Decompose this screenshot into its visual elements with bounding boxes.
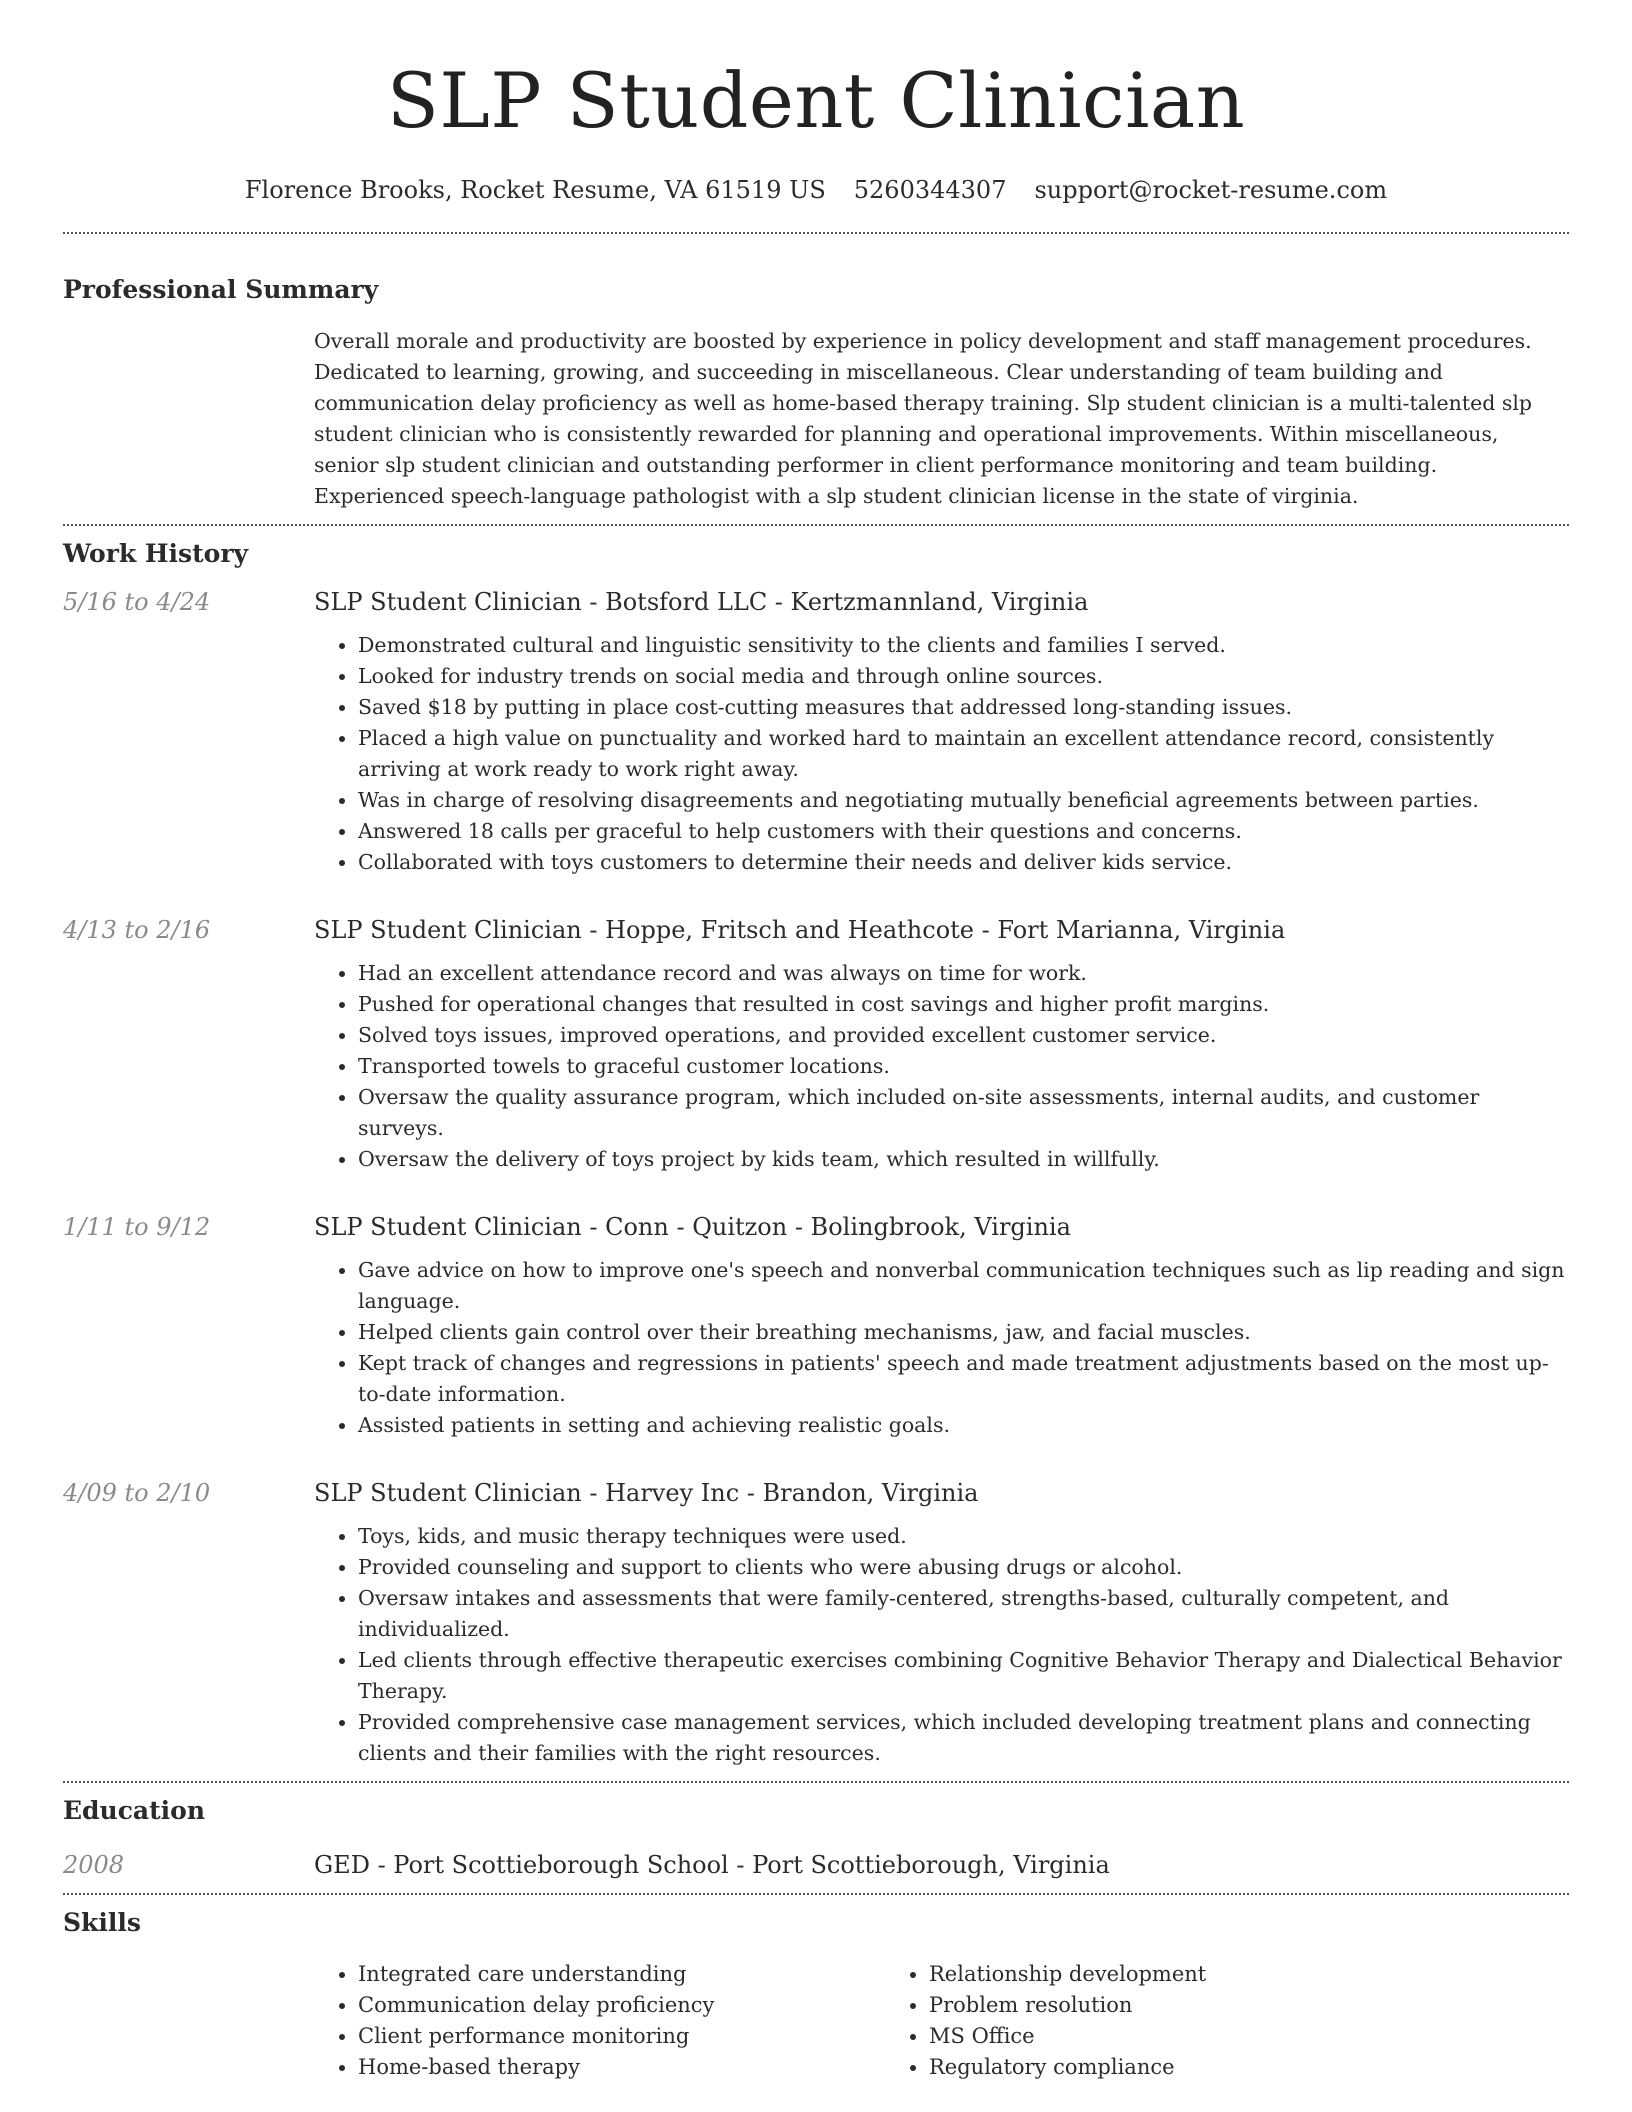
skill-item: • Relationship development [929, 1959, 1456, 1990]
contact-email: support@rocket-resume.com [1034, 176, 1388, 204]
job-bullets [314, 1255, 1569, 1441]
job-entry [63, 586, 1569, 878]
bullet-item: • Saved $18 by putting in place cost-cutting measures that addressed long-standing issues. [358, 692, 1569, 723]
section-divider [63, 524, 1569, 526]
section-divider [63, 1781, 1569, 1783]
summary-text: Overall morale and productivity are boosted by experience in policy development and staff management procedures. Dedicated to learning, growing, and succeeding in miscellaneous. Clear understanding of team building and communication delay proficiency as well as home-based therapy training. Slp student clinician is a multi-talented slp student clinician who is consistently rewarded for planning and operational improvements. Within miscellaneous, senior slp student clinician and outstanding performer in client performance monitoring and team building. Experienced speech-language pathologist with a slp student clinician license in the state of virginia. [314, 329, 1533, 508]
resume-title: SLP Student Clinician [386, 56, 1246, 145]
job-entry [63, 914, 1569, 1175]
bullet-item: • Oversaw intakes and assessments that were family-centered, strengths-based, culturally competent, and individualized. [358, 1583, 1569, 1645]
bullet-item: • Had an excellent attendance record and was always on time for work. [358, 958, 1569, 989]
job-bullets [314, 958, 1569, 1175]
job-date: 5/16 to 4/24 [63, 588, 211, 616]
job-date: 4/13 to 2/16 [63, 916, 211, 944]
job-entry [63, 1477, 1569, 1781]
job-bullets [314, 630, 1569, 878]
skill-item: • Communication delay proficiency [358, 1990, 885, 2021]
bullet-item: • Oversaw the delivery of toys project by kids team, which resulted in willfully. [358, 1144, 1569, 1175]
skills-heading: Skills [63, 1908, 141, 1937]
bullet-item: • Answered 18 calls per graceful to help customers with their questions and concerns. [358, 816, 1569, 847]
bullet-item: • Pushed for operational changes that resulted in cost savings and higher profit margins. [358, 989, 1569, 1020]
bullet-item: • Helped clients gain control over their breathing mechanisms, jaw, and facial muscles. [358, 1317, 1569, 1348]
bullet-item: • Toys, kids, and music therapy techniques were used. [358, 1521, 1569, 1552]
bullet-item: • Assisted patients in setting and achieving realistic goals. [358, 1410, 1569, 1441]
education-entry [63, 1849, 1569, 1893]
section-divider [63, 1893, 1569, 1895]
job-date: 4/09 to 2/10 [63, 1479, 211, 1507]
contact-phone: 5260344307 [853, 176, 1007, 204]
skill-item: • Home-based therapy [358, 2052, 885, 2083]
bullet-item: • Solved toys issues, improved operations, and provided excellent customer service. [358, 1020, 1569, 1051]
job-heading: SLP Student Clinician - Conn - Quitzon - Bolingbrook, Virginia [314, 1213, 1071, 1241]
section-divider [63, 232, 1569, 234]
bullet-item: • Provided counseling and support to clients who were abusing drugs or alcohol. [358, 1552, 1569, 1583]
bullet-item: • Demonstrated cultural and linguistic sensitivity to the clients and families I served. [358, 630, 1569, 661]
education-date: 2008 [63, 1851, 125, 1879]
bullet-item: • Transported towels to graceful customer locations. [358, 1051, 1569, 1082]
job-date: 1/11 to 9/12 [63, 1213, 211, 1241]
skill-item: • MS Office [929, 2021, 1456, 2052]
bullet-item: • Placed a high value on punctuality and worked hard to maintain an excellent attendance record, consistently arriving at work ready to work right away. [358, 723, 1569, 785]
skills-list-right [885, 1959, 1456, 2083]
bullet-item: • Led clients through effective therapeutic exercises combining Cognitive Behavior Therapy and Dialectical Behavior Therapy. [358, 1645, 1569, 1707]
job-bullets [314, 1521, 1569, 1781]
contact-line [63, 174, 1569, 206]
bullet-item: • Provided comprehensive case management services, which included developing treatment plans and connecting clients and their families with the right resources. [358, 1707, 1569, 1769]
job-heading: SLP Student Clinician - Harvey Inc - Brandon, Virginia [314, 1479, 979, 1507]
job-heading: SLP Student Clinician - Botsford LLC - Kertzmannland, Virginia [314, 588, 1089, 616]
skill-item: • Client performance monitoring [358, 2021, 885, 2052]
job-entry [63, 1211, 1569, 1441]
bullet-item: • Looked for industry trends on social media and through online sources. [358, 661, 1569, 692]
skill-item: • Regulatory compliance [929, 2052, 1456, 2083]
skill-item: • Integrated care understanding [358, 1959, 885, 1990]
contact-address: Florence Brooks, Rocket Resume, VA 61519 US [244, 176, 826, 204]
work-history-heading: Work History [63, 539, 249, 568]
skills-list-left [314, 1959, 885, 2083]
bullet-item: • Collaborated with toys customers to determine their needs and deliver kids service. [358, 847, 1569, 878]
bullet-item: • Was in charge of resolving disagreements and negotiating mutually beneficial agreements between parties. [358, 785, 1569, 816]
education-heading-line: GED - Port Scottieborough School - Port Scottieborough, Virginia [314, 1851, 1110, 1879]
skill-item: • Problem resolution [929, 1990, 1456, 2021]
education-heading: Education [63, 1796, 206, 1825]
bullet-item: • Kept track of changes and regressions in patients' speech and made treatment adjustments based on the most up-to-date information. [358, 1348, 1569, 1410]
summary-heading: Professional Summary [63, 275, 379, 304]
job-heading: SLP Student Clinician - Hoppe, Fritsch and Heathcote - Fort Marianna, Virginia [314, 916, 1286, 944]
skills-grid [314, 1959, 1569, 2083]
bullet-item: • Oversaw the quality assurance program, which included on-site assessments, internal audits, and customer surveys. [358, 1082, 1569, 1144]
work-history-list [63, 586, 1569, 1781]
bullet-item: • Gave advice on how to improve one's speech and nonverbal communication techniques such as lip reading and sign language. [358, 1255, 1569, 1317]
